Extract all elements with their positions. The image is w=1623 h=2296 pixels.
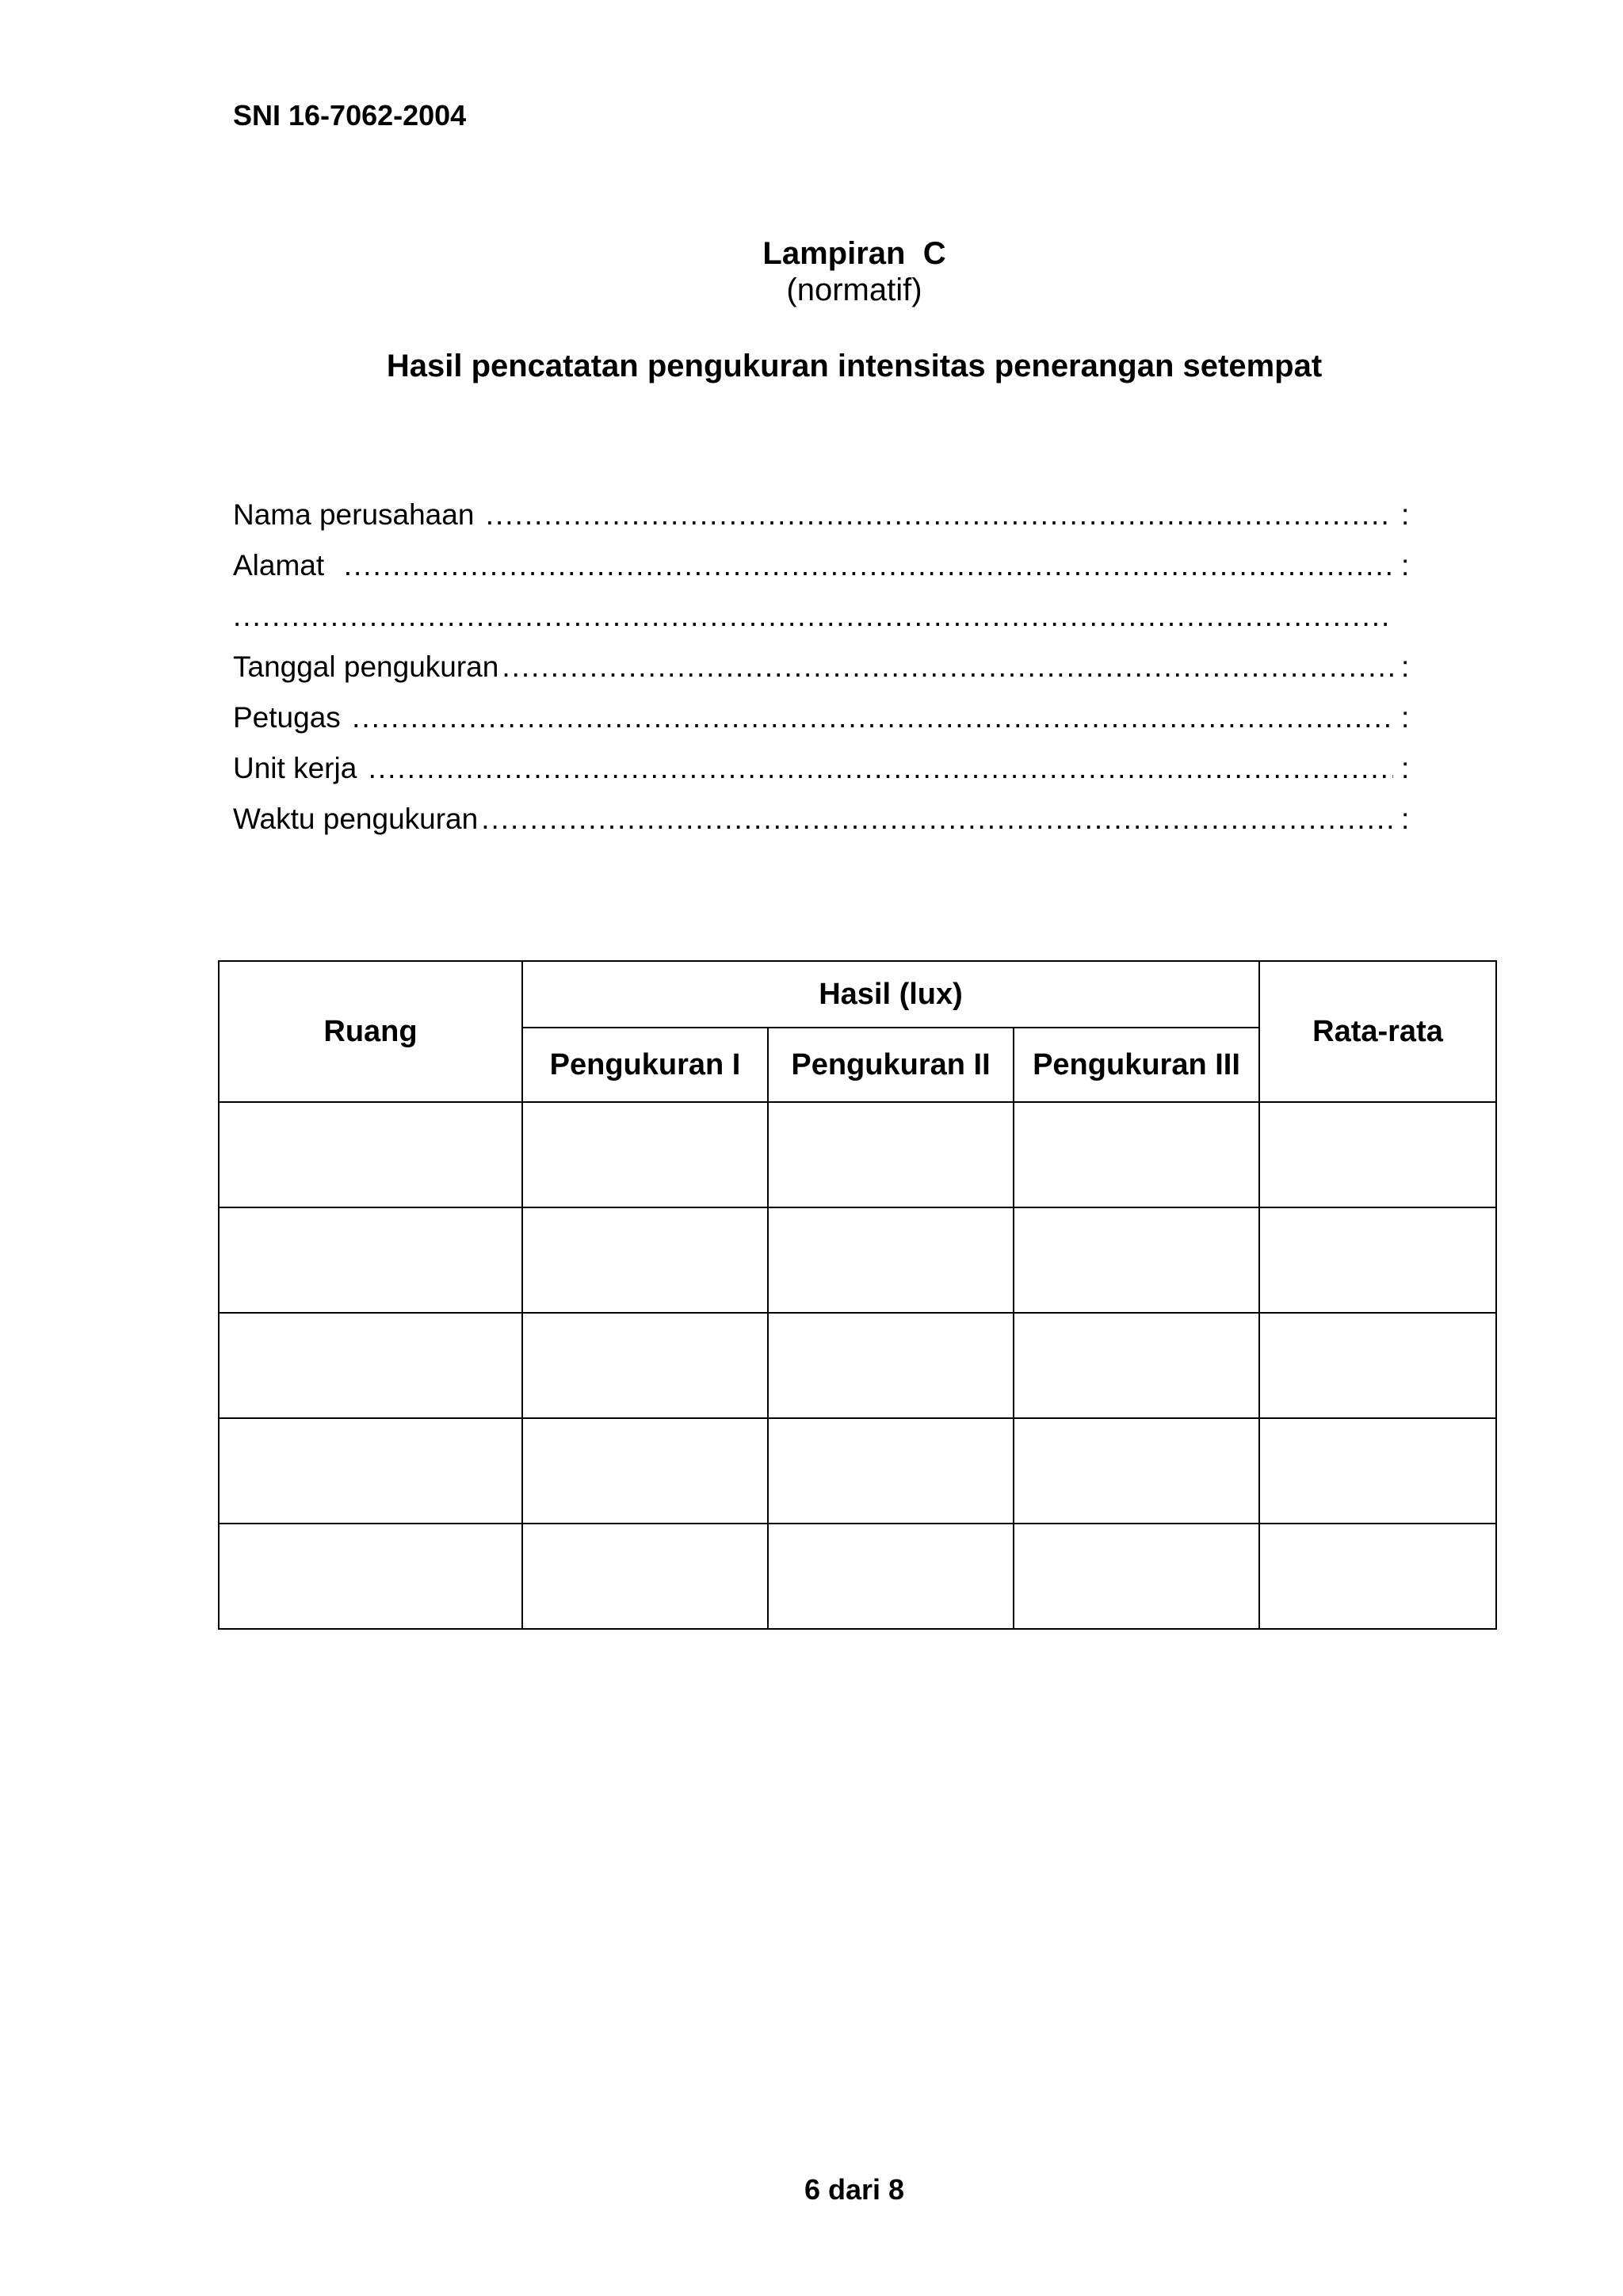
cell-measurement-2[interactable] [768, 1313, 1014, 1418]
cell-room[interactable] [219, 1207, 522, 1313]
table-row [219, 1418, 1496, 1524]
field-label: Waktu pengukuran [233, 803, 479, 835]
cell-measurement-2[interactable] [768, 1418, 1014, 1524]
cell-room[interactable] [219, 1524, 522, 1629]
cell-average[interactable] [1259, 1524, 1496, 1629]
field-label: Unit kerja [233, 752, 365, 784]
cell-average[interactable] [1259, 1418, 1496, 1524]
dotted-leader [481, 802, 1393, 837]
field-officer[interactable] [233, 700, 1411, 751]
measurement-results-table [218, 960, 1497, 1630]
cell-average[interactable] [1259, 1313, 1496, 1418]
field-address[interactable] [233, 548, 1411, 599]
dotted-leader [369, 751, 1393, 786]
cell-measurement-1[interactable] [522, 1207, 768, 1313]
cell-measurement-1[interactable] [522, 1418, 768, 1524]
cell-measurement-2[interactable] [768, 1524, 1014, 1629]
annex-type: (normatif) [786, 273, 922, 307]
table-row [219, 1207, 1496, 1313]
header-room: Ruang [219, 961, 522, 1102]
annex-title: Lampiran C [762, 236, 946, 271]
field-colon: : [1401, 803, 1410, 835]
cell-room[interactable] [219, 1313, 522, 1418]
table-row [219, 1313, 1496, 1418]
table-row [219, 1524, 1496, 1629]
field-colon: : [1401, 549, 1410, 582]
standard-code: SNI 16-7062-2004 [233, 99, 467, 132]
dotted-leader [486, 498, 1393, 532]
cell-room[interactable] [219, 1418, 522, 1524]
header-measurement-3: Pengukuran III [1014, 1028, 1259, 1102]
table-header-row [219, 961, 1496, 1028]
annex-heading: Hasil pencatatan pengukuran intensitas penerangan setempat [386, 349, 1323, 383]
dotted-leader [352, 700, 1393, 735]
field-colon: : [1401, 650, 1410, 683]
form-fields [233, 498, 1411, 852]
cell-measurement-2[interactable] [768, 1102, 1014, 1207]
page-number: 6 dari 8 [804, 2173, 905, 2206]
cell-room[interactable] [219, 1102, 522, 1207]
cell-measurement-3[interactable] [1014, 1102, 1259, 1207]
field-colon: : [1401, 752, 1410, 784]
field-colon: : [1401, 701, 1410, 734]
field-company-name[interactable] [233, 498, 1411, 548]
dotted-leader [502, 650, 1393, 685]
header-average: Rata-rata [1259, 961, 1496, 1102]
field-work-unit[interactable] [233, 751, 1411, 802]
cell-average[interactable] [1259, 1207, 1496, 1313]
cell-measurement-2[interactable] [768, 1207, 1014, 1313]
header-results-lux: Hasil (lux) [522, 961, 1259, 1028]
table-row [219, 1102, 1496, 1207]
dotted-leader [233, 599, 1393, 634]
field-colon: : [1401, 498, 1410, 531]
cell-measurement-1[interactable] [522, 1524, 768, 1629]
field-label: Tanggal pengukuran [233, 650, 499, 683]
field-measurement-time[interactable] [233, 802, 1411, 852]
field-label: Petugas [233, 701, 349, 734]
dotted-leader [344, 548, 1393, 583]
cell-measurement-3[interactable] [1014, 1524, 1259, 1629]
cell-measurement-3[interactable] [1014, 1207, 1259, 1313]
field-label: Nama perusahaan [233, 498, 483, 531]
field-address-continuation[interactable] [233, 599, 1411, 650]
header-measurement-1: Pengukuran I [522, 1028, 768, 1102]
cell-measurement-3[interactable] [1014, 1418, 1259, 1524]
cell-measurement-3[interactable] [1014, 1313, 1259, 1418]
cell-average[interactable] [1259, 1102, 1496, 1207]
field-measurement-date[interactable] [233, 650, 1411, 700]
cell-measurement-1[interactable] [522, 1102, 768, 1207]
cell-measurement-1[interactable] [522, 1313, 768, 1418]
header-measurement-2: Pengukuran II [768, 1028, 1014, 1102]
field-label: Alamat [233, 549, 341, 582]
